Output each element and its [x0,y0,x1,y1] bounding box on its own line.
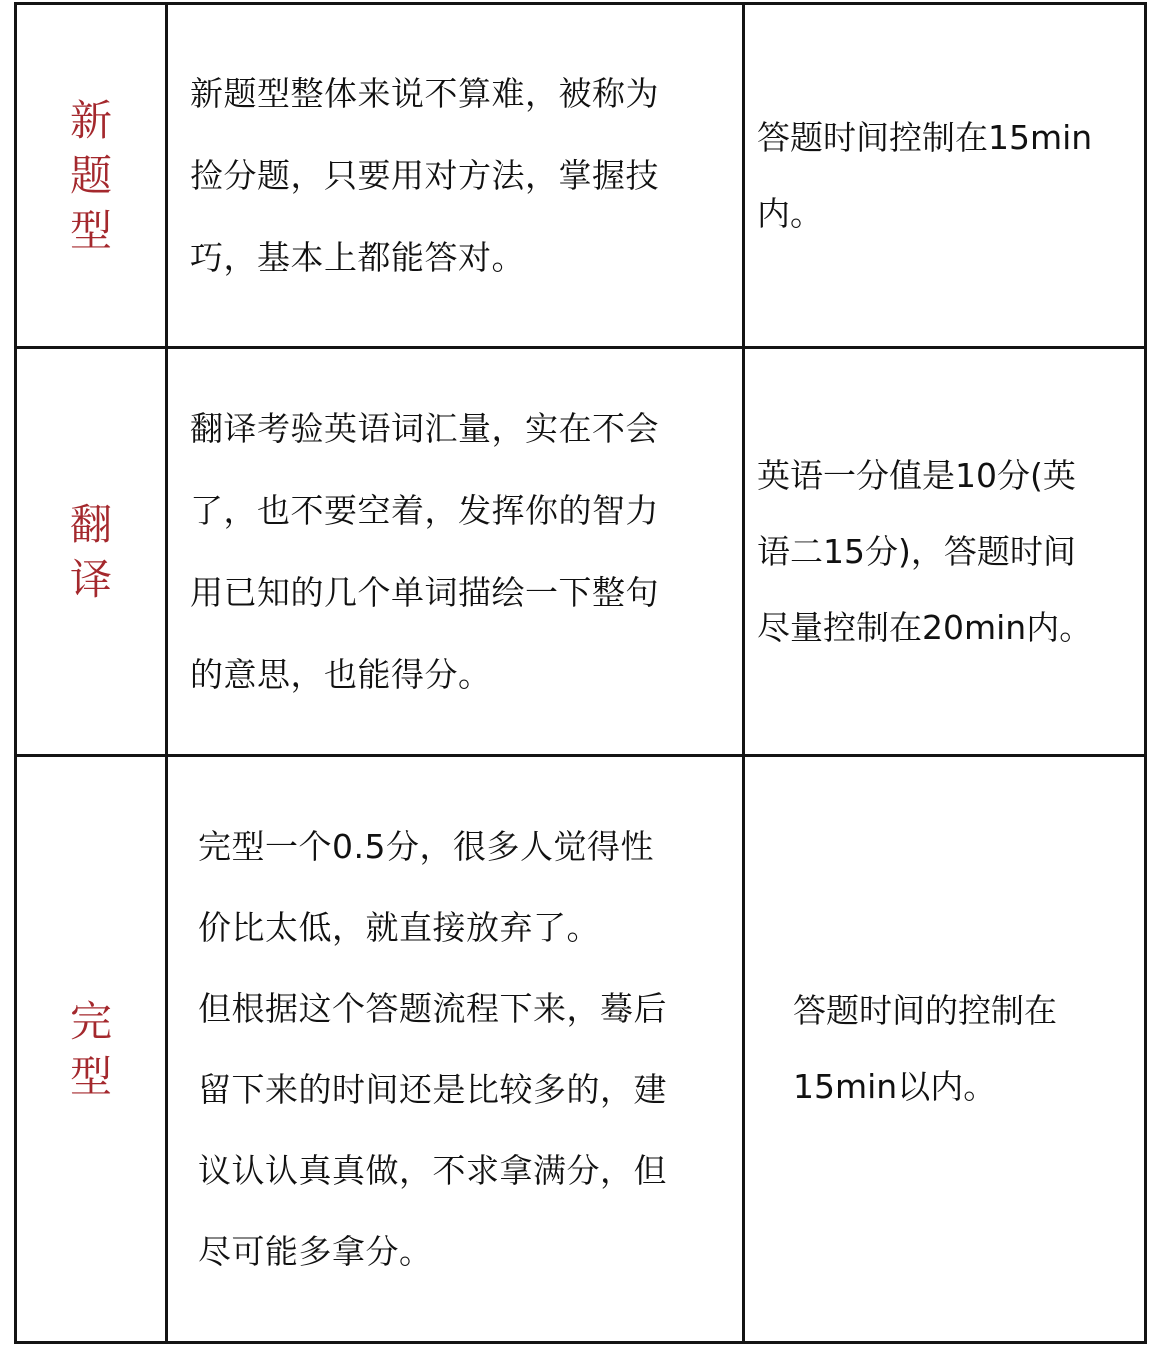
exam-strategy-table [14,2,1147,1344]
row-time-cell [745,757,1144,1341]
section-description-new-question-type: 新题型整体来说不算难，被称为 捡分题，只要用对方法，掌握技 巧，基本上都能答对。 [190,73,659,277]
time-advice-new-question-type: 答题时间控制在15min 内。 [757,117,1093,233]
row-description-cell [168,349,745,757]
time-advice-cloze: 答题时间的控制在 15min以内。 [793,991,1057,1106]
section-label-translation: 翻译 [69,499,112,604]
row-label-cell [17,349,168,757]
row-time-cell [745,5,1144,349]
row-time-cell [745,349,1144,757]
section-label-cloze: 完型 [69,997,112,1101]
row-description-cell [168,757,745,1341]
section-description-cloze: 完型一个0.5分，很多人觉得性 价比太低，就直接放弃了。 但根据这个答题流程下来，蓦后 留下来的时间还是比较多的，建 议认认真真做，不求拿满分，但 尽可能多拿分。 [198,827,667,1271]
time-advice-translation: 英语一分值是10分(英 语二15分)，答题时间 尽量控制在20min内。 [757,455,1093,647]
row-description-cell [168,5,745,349]
section-description-translation: 翻译考验英语词汇量，实在不会 了，也不要空着，发挥你的智力 用已知的几个单词描绘一下整句 的意思，也能得分。 [190,408,659,694]
row-label-cell [17,5,168,349]
section-label-new-question-type: 新题型 [69,96,112,255]
row-label-cell [17,757,168,1341]
